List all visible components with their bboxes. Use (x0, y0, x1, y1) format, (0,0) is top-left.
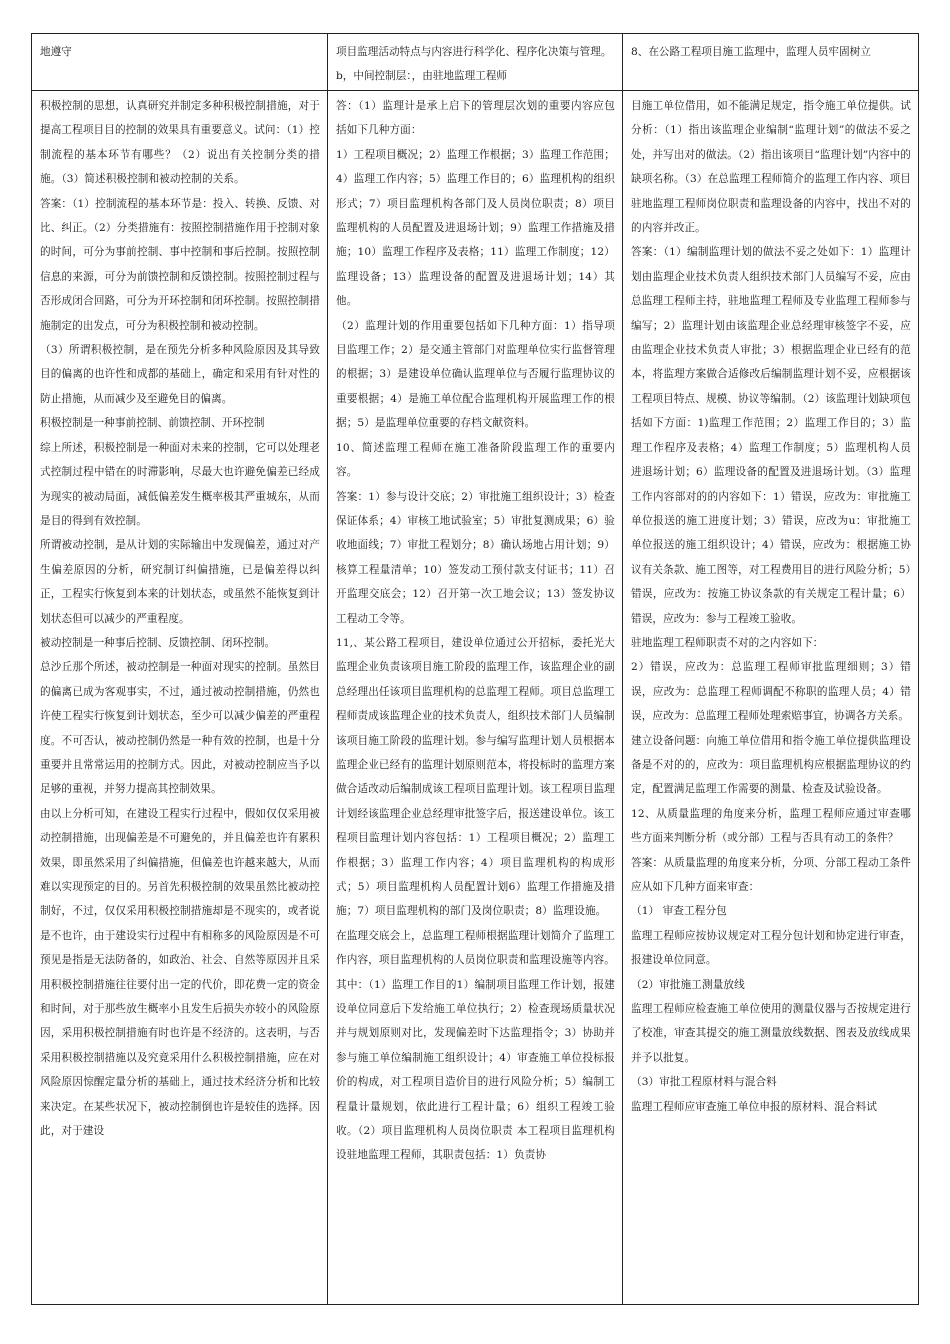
paragraph: 答案：（1）控制流程的基本环节是：投入、转换、反馈、对比、纠正。（2）分类措施有：按照控制措施作用于控制对象的时间，可分为事前控制、事中控制和事后控制。按照控制信息的来源，可分为前馈控制和反馈控制。按照控制过程与否形成闭合回路，可分为开环控制和闭环控制。按照控制措施制定的出发点，可分为积极控制和被动控制。 (40, 197, 320, 332)
paragraph: 答：（1）监理计是承上启下的管理层次划的重要内容应包括如下几种方面： (336, 100, 615, 137)
paragraph: 驻地监理工程师职责不对的之内容如下： (631, 636, 824, 649)
paragraph: 建立设备问题：向施工单位借用和指令施工单位提供监理设备是不对的的，应改为：项目监理机构应根据监理协议的约定，配置满足监理工作需要的测量、检查及试验设备。 (631, 734, 911, 796)
header-cell-1: 地遵守 (32, 34, 328, 90)
paragraph: 综上所述，积极控制是一种面对未来的控制，它可以处理老式控制过程中错在的时滞影响，尽最大也许避免偏差已经成为现实的被动局面，减低偏差发生概率极其严重城东，从而是目的得到有效控制。 (40, 441, 320, 527)
header-cell-3: 8、在公路工程项目施工监理中，监理人员牢固树立 (631, 46, 871, 58)
paragraph: 答案：1）参与设计交底；2）审批施工组织设计；3）检查保证体系；4）审核工地试验室；5）审批复测成果；6）验收地面线；7）审批工程划分；8）确认场地占用计划；9）核算工程量清单；10）签发动工预付款支付证书；11）召开监理交底会；12）召开第一次工地会议；13）签发协议工程动工令等。 (336, 490, 615, 625)
paragraph: 在监理交底会上，总监理工程师根据监理计划简介了监理工作内容，项目监理机构的人员岗位职责和监理设施等内容。其中：（1）监理工作目的1）编制项目监理工作计划，报建设单位同意后下发给施工单位执行；2）检查现场质量状况并与规划原则对比，发现偏差时下达监理指令；3）协助并参与施工单位编制施工组织设计；4）审查施工单位投标报价的构成，对工程项目造价目的进行风险分析；5）编制工程量计量规划，依此进行工程计量；6）组织工程竣工验收。（2）项目监理机构人员岗位职责 本工程项目监理机构设驻地监理工程师，其职责包括：1）负责协 (336, 929, 615, 1162)
header-cell-2: 项目监理活动特点与内容进行科学化、程序化决策与管理。b，中间控制层：，由驻地监理工程师 (328, 34, 623, 90)
paragraph: 所谓被动控制，是从计划的实际输出中发现偏差，通过对产生偏差原因的分析，研究制订纠偏措施，已是偏差得以纠正，工程实行恢复到本来的计划状态，或虽然不能恢复到计划状态但可以减少的严重程度。 (40, 539, 320, 625)
paragraph: （3）审批工程原材料与混合料 (631, 1076, 777, 1089)
document-table (31, 33, 919, 1305)
paragraph: 答案：（1）编制监理计划的做法不妥之处如下：1）监理计划由监理企业技术负责人组织技术部门人员编写不妥，应由总监理工程师主持，驻地监理工程师及专业监理工程师参与编写；2）监理计划由该监理企业总经理审核签字不妥，应由监理企业技术负责人审批；3）根据监理企业已经有的范本，将监理方案做合适修改后编制监理计划不妥，应根据该工程项目特点、规模、协议等编制。（2）该监理计划缺项包括如下方面：1)监理工作范围；2）监理工作目的；3）监理工作程序及表格；4）监理工作制度；5）监理机构人员进退场计划；6）监理设备的配置及进退场计划。（3）监理工作内容部对的的内容如下：1）错误，应改为：审批施工单位报送的施工进度计划；3）错误，应改为u：审批施工单位报送的施工组织设计；4）错误，应改为：根据施工协议有关条款、施工图等，对工程费用目的进行风险分析；5）错误，应改为：按施工协议条款的有关规定工程计量；6）错误，应改为：参与工程竣工验收。 (631, 246, 911, 625)
paragraph: 监理工程师应按协议规定对工程分包计划和协定进行审查，报建设单位同意。 (631, 929, 911, 967)
paragraph: 11,、某公路工程项目，建设单位通过公开招标，委托光大监理企业负责该项目施工阶段的监理工作，该监理企业的副总经理出任该项目监理机构的总监理工程师。项目总监理工程师责成该监理企业的技术负责人，组织技术部门人员编制该项目施工阶段的监理计划。参与编写监理计划人员根据本监理企业已经有的监理计划原则范本，将投标时的监理方案做合适改动后编制成该工程项目监理计划。该工程项目监理计划经该监理企业总经理审批签字后，报送建设单位。该工程项目监理计划内容包括：1）工程项目概况；2）监理工作根据；3）监理工作内容；4）项目监理机构的构成形式；5）项目监理机构人员配置计划6）监理工作措施及措施；7）项目监理机构的部门及岗位职责；8）监理设施。 (336, 636, 615, 918)
paragraph: 监理工程师应审查施工单位申报的原材料、混合料试 (631, 1100, 877, 1113)
paragraph: 积极控制是一种事前控制、前馈控制、开环控制 (40, 417, 265, 430)
paragraph: 监理工程师应检查施工单位使用的测量仪器与否按规定进行了校准，审查其提交的施工测量放线数据、图表及放线成果并予以批复。 (631, 1003, 911, 1064)
paragraph: （2）审批施工测量放线 (631, 978, 745, 991)
paragraph: 2）错误，应改为：总监理工程师审批监理细则；3）错误，应改为：总监理工程师调配不称职的监理人员；4）错误，应改为：总监理工程师处理索赔事宜，协调各方关系。 (631, 661, 911, 723)
paragraph: （3）所谓积极控制，是在预先分析多种风险原因及其导致目的偏离的也许性和成都的基础上，确定和采用有针对性的防止措施，从而减少及至避免目的偏离。 (40, 344, 320, 405)
paragraph: （1） 审查工程分包 (631, 905, 727, 918)
paragraph: 总沙丘那个所述，被动控制是一种面对现实的控制。虽然目的偏离已成为客观事实，不过，通过被动控制措施，仍然也许使工程实行恢复到计划状态，至少可以减少偏差的严重程度。不可否认，被动控制仍然是一种有效的控制，也是十分重要并且常常运用的控制方式。因此，对被动控制应当予以足够的重视，并努力提高其控制效果。 (40, 661, 320, 796)
body-column-3 (623, 90, 918, 1304)
body-column-1 (32, 90, 328, 1304)
paragraph: 目施工单位借用，如不能满足规定，指令施工单位提供。试分析：（1）指出该监理企业编制“监理计划”的做法不妥之处，并写出对的做法。（2）指出该项目“监理计划”内容中的缺项名称。（3）在总监理工程师简介的监理工作内容、项目驻地监理工程师岗位职责和监理设备的内容中，找出不对的的内容并改正。 (631, 100, 911, 235)
body-column-2 (328, 90, 623, 1304)
paragraph: 由以上分析可知，在建设工程实行过程中，假如仅仅采用被动控制措施，出现偏差是不可避免的，并且偏差也许有累积效果，即虽然采用了纠偏措施，但偏差也许越来越大，从而难以实现预定的目的。另首先积极控制的效果虽然比被动控制好，不过，仅仅采用积极控制措施却是不现实的，或者说是不也许，由于建设实行过程中有相称多的风险原因是不可预见是指是无法防备的，如政治、社会、自然等原因并且采用积极控制措施往往要付出一定的代价，即花费一定的资金和时间，对于那些放生概率小且发生后损失亦较小的风险原因，采用积极控制措施有时也许是不经济的。这表明，与否采用积极控制措施以及究竟采用什么积极控制措施，应在对风险原因惊醒定量分析的基础上，通过技术经济分析和比较来决定。在某些状况下，被动控制倒也许是较佳的选择。因此，对于建设 (40, 807, 320, 1138)
paragraph: 1）工程项目概况；2）监理工作根据；3）监理工作范围；4）监理工作内容；5）监理工作目的；6）监理机构的组织形式；7）项目监理机构各部门及人员岗位职责；8）项目监理机构的人员配置及进退场计划；9）监理工作措施及措施；10）监理工作程序及表格；11）监理工作制度；12）监理设备；13）监理设备的配置及进退场计划；14）其他。 (336, 148, 615, 308)
paragraph: 10、简述监理工程师在施工准备阶段监理工作的重要内容。 (336, 441, 615, 479)
header-row (32, 34, 918, 91)
paragraph: 12、从质量监理的角度来分析，监理工程师应通过审查哪些方面来判断分析（或分部）工程与否具有动工的条件？ (631, 807, 911, 845)
paragraph: 被动控制是一种事后控制、反馈控制、闭环控制。 (40, 636, 276, 649)
paragraph: （2）监理计划的作用重要包括如下几种方面：1）指导项目监理工作；2）是交通主管部门对监理单位实行监督管理的根据；3）是建设单位确认监理单位与否履行监理协议的重要根据；4）是施工单位配合监理机构开展监理工作的根据；5）是监理单位重要的存档文献资料。 (336, 319, 615, 430)
body-row (32, 90, 918, 1304)
paragraph: 答案：从质量监理的角度来分析，分项、分部工程动工条件应从如下几种方面来审查： (631, 856, 911, 893)
paragraph: 积极控制的思想，认真研究并制定多种积极控制措施，对于提高工程项目目的控制的效果具有重要意义。试问：（1）控制流程的基本环节有哪些？（2）说出有关控制分类的措施。（3）简述积极控制和被动控制的关系。 (40, 100, 320, 186)
